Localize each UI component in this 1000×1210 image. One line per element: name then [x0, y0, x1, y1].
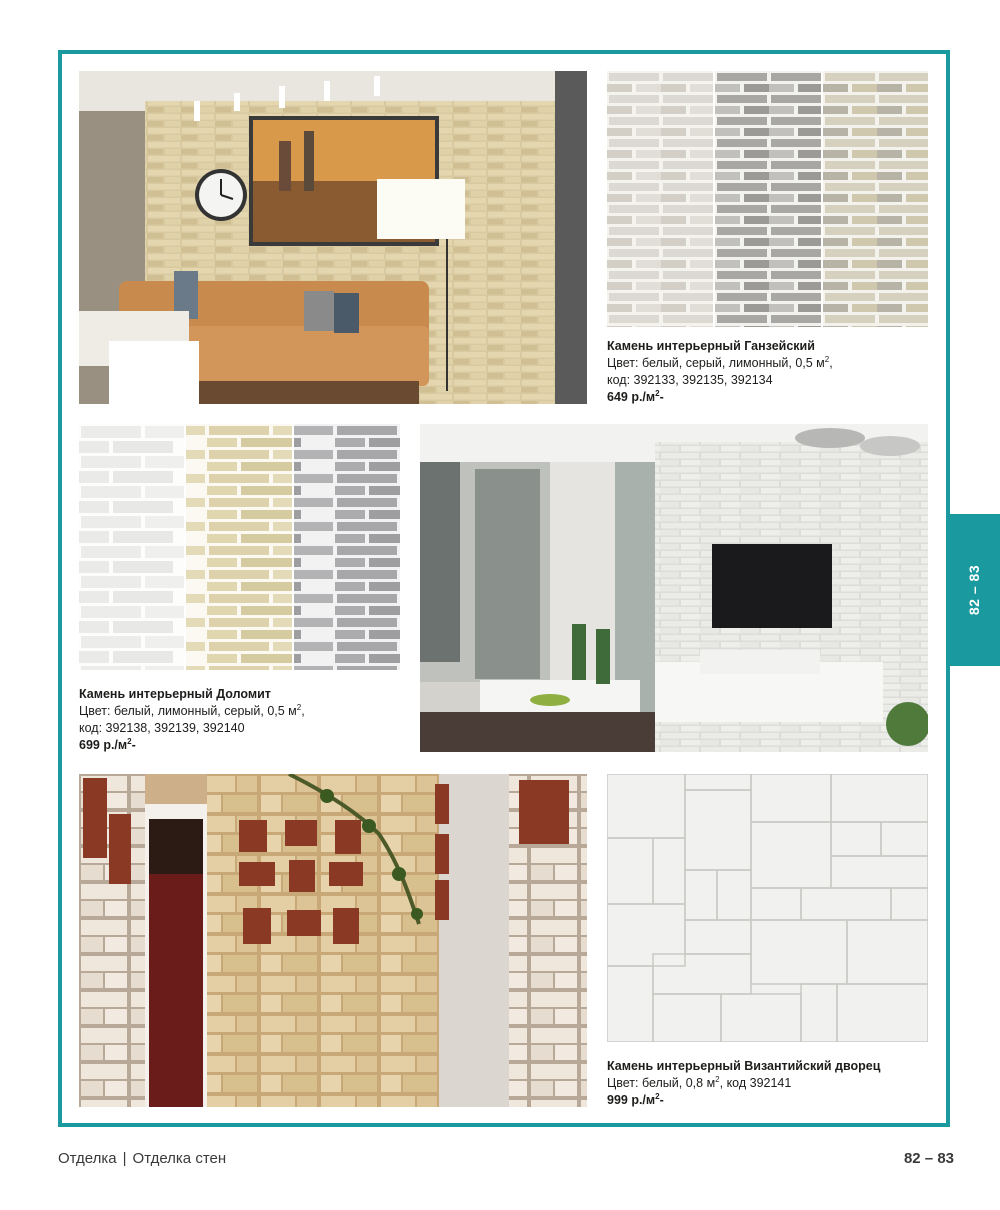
footer-subsection: Отделка стен [132, 1150, 227, 1167]
footer-breadcrumb [58, 1150, 226, 1167]
product-code: код: 392133, 392135, 392134 [607, 373, 773, 387]
living-room-photo [79, 71, 587, 404]
page-range-tab-label: 82 – 83 [966, 564, 982, 616]
footer-separator: | [122, 1150, 127, 1167]
tv-room-photo [420, 424, 928, 752]
product-price: 999 $р./м^2-$ [607, 1091, 664, 1107]
product-title: Камень интерьерный Доломит [79, 687, 271, 701]
page-range-tab [948, 514, 1000, 666]
ganzeisky-sample-image [607, 71, 928, 327]
ganzeisky-caption [607, 338, 937, 406]
product-title: Камень интерьерный Византийский дворец [607, 1059, 881, 1073]
dolomit-sample-image [79, 424, 400, 670]
byzantine-sample-image [607, 774, 928, 1042]
hallway-photo [79, 774, 587, 1107]
product-code: код: 392138, 392139, 392140 [79, 721, 245, 735]
dolomit-caption [79, 686, 409, 754]
product-price: 699 $р./м^2-$ [79, 736, 136, 752]
footer-section: Отделка [58, 1150, 117, 1167]
product-color: Цвет: белый, лимонный, серый, 0,5 $м^2$, [79, 702, 305, 718]
product-title: Камень интерьерный Ганзейский [607, 339, 815, 353]
product-price: 649 $р./м^2-$ [607, 388, 664, 404]
byzantine-caption [607, 1058, 937, 1109]
product-color: Цвет: белый, 0,8 $м^2$, код 392141 [607, 1074, 792, 1090]
product-color: Цвет: белый, серый, лимонный, 0,5 $м^2$, [607, 354, 833, 370]
footer-page-numbers: 82 – 83 [903, 1150, 954, 1167]
